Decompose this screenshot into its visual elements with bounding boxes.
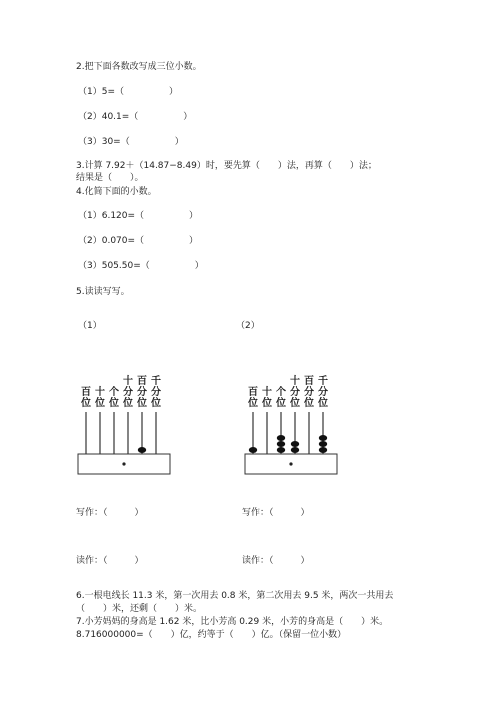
left-abacus-svg bbox=[76, 368, 176, 480]
q2-item-3: （3）30=（ ） bbox=[78, 137, 184, 147]
abacus-right bbox=[243, 368, 343, 480]
right-column-header-4-char-0: 百 bbox=[304, 376, 314, 387]
right-column-header-4-char-1: 分 bbox=[304, 387, 314, 398]
left-column-header-1-char-0: 十 bbox=[95, 387, 105, 398]
right-bead-rod-5-2 bbox=[319, 435, 327, 441]
q2-title: 2.把下面各数改写成三位小数。 bbox=[76, 62, 202, 72]
q3-line-2: 结果是（ ）。 bbox=[76, 173, 144, 183]
left-bead-rod-4-0 bbox=[138, 447, 146, 453]
left-column-header-0-char-1: 位 bbox=[81, 398, 91, 409]
q3-line-1: 3.计算 7.92＋（14.87−8.49）时，要先算（ ）法，再算（ ）法； bbox=[76, 161, 377, 171]
right-column-header-0-char-1: 位 bbox=[248, 398, 258, 409]
right-column-header-5-char-0: 千 bbox=[318, 376, 328, 387]
right-column-header-2-char-1: 位 bbox=[276, 398, 286, 409]
right-abacus-center-dot bbox=[289, 462, 292, 465]
left-column-header-4-char-2: 位 bbox=[137, 398, 147, 409]
right-bead-rod-3-0 bbox=[291, 447, 299, 453]
left-column-header-3-char-0: 十 bbox=[123, 376, 133, 387]
right-column-header-3-char-1: 分 bbox=[290, 387, 300, 398]
right-write: 写作：（ ） bbox=[242, 508, 310, 518]
right-column-header-0-char-0: 百 bbox=[248, 387, 258, 398]
left-read: 读作：（ ） bbox=[76, 556, 144, 566]
q8-line-1: 8.716000000=（ ）亿，约等于（ ）亿。（保留一位小数） bbox=[76, 630, 347, 640]
right-bead-rod-5-0 bbox=[319, 447, 327, 453]
left-column-header-0-char-0: 百 bbox=[81, 387, 91, 398]
right-column-header-4-char-2: 位 bbox=[304, 398, 314, 409]
q7-line-1: 7.小芳妈妈的身高是 1.62 米，比小芳高 0.29 米，小芳的身高是（ ）米。 bbox=[76, 617, 389, 627]
left-column-header-4-char-0: 百 bbox=[137, 376, 147, 387]
right-read: 读作：（ ） bbox=[242, 556, 310, 566]
left-write: 写作：（ ） bbox=[76, 508, 144, 518]
right-column-header-5-char-1: 分 bbox=[318, 387, 328, 398]
left-column-header-3-char-1: 分 bbox=[123, 387, 133, 398]
abacus-left-label: （1） bbox=[78, 321, 102, 331]
right-bead-rod-5-1 bbox=[319, 441, 327, 447]
q2-item-2: （2）40.1=（ ） bbox=[78, 112, 193, 122]
right-column-header-1-char-0: 十 bbox=[262, 387, 272, 398]
right-column-header-2-char-0: 个 bbox=[276, 387, 286, 398]
q4-item-1: （1）6.120=（ ） bbox=[78, 211, 199, 221]
right-column-header-5-char-2: 位 bbox=[318, 398, 328, 409]
q4-item-2: （2）0.070=（ ） bbox=[78, 236, 199, 246]
left-column-header-5-char-2: 位 bbox=[151, 398, 161, 409]
right-column-header-3-char-0: 十 bbox=[290, 376, 300, 387]
left-column-header-3-char-2: 位 bbox=[123, 398, 133, 409]
right-bead-rod-2-0 bbox=[277, 447, 285, 453]
q4-item-3: （3）505.50=（ ） bbox=[78, 261, 204, 271]
abacus-right-label: （2） bbox=[236, 321, 260, 331]
q2-item-1: （1）5=（ ） bbox=[78, 87, 178, 97]
left-column-header-4-char-1: 分 bbox=[137, 387, 147, 398]
right-column-header-3-char-2: 位 bbox=[290, 398, 300, 409]
right-bead-rod-2-2 bbox=[277, 435, 285, 441]
right-abacus-svg bbox=[243, 368, 343, 480]
q6-line-1: 6.一根电线长 11.3 米，第一次用去 0.8 米，第二次用去 9.5 米，两次一共用去 bbox=[76, 591, 394, 601]
q4-title: 4.化简下面的小数。 bbox=[76, 187, 157, 197]
left-abacus-center-dot bbox=[122, 462, 125, 465]
q5-title: 5.读读写写。 bbox=[76, 287, 130, 297]
left-column-header-5-char-1: 分 bbox=[151, 387, 161, 398]
left-column-header-2-char-1: 位 bbox=[109, 398, 119, 409]
abacus-left bbox=[76, 368, 176, 480]
right-bead-rod-3-1 bbox=[291, 441, 299, 447]
q6-line-2: （ ）米，还剩（ ）米。 bbox=[76, 604, 203, 614]
left-column-header-1-char-1: 位 bbox=[95, 398, 105, 409]
left-column-header-2-char-0: 个 bbox=[109, 387, 119, 398]
right-bead-rod-0-0 bbox=[249, 447, 257, 453]
right-bead-rod-2-1 bbox=[277, 441, 285, 447]
right-column-header-1-char-1: 位 bbox=[262, 398, 272, 409]
left-column-header-5-char-0: 千 bbox=[151, 376, 161, 387]
